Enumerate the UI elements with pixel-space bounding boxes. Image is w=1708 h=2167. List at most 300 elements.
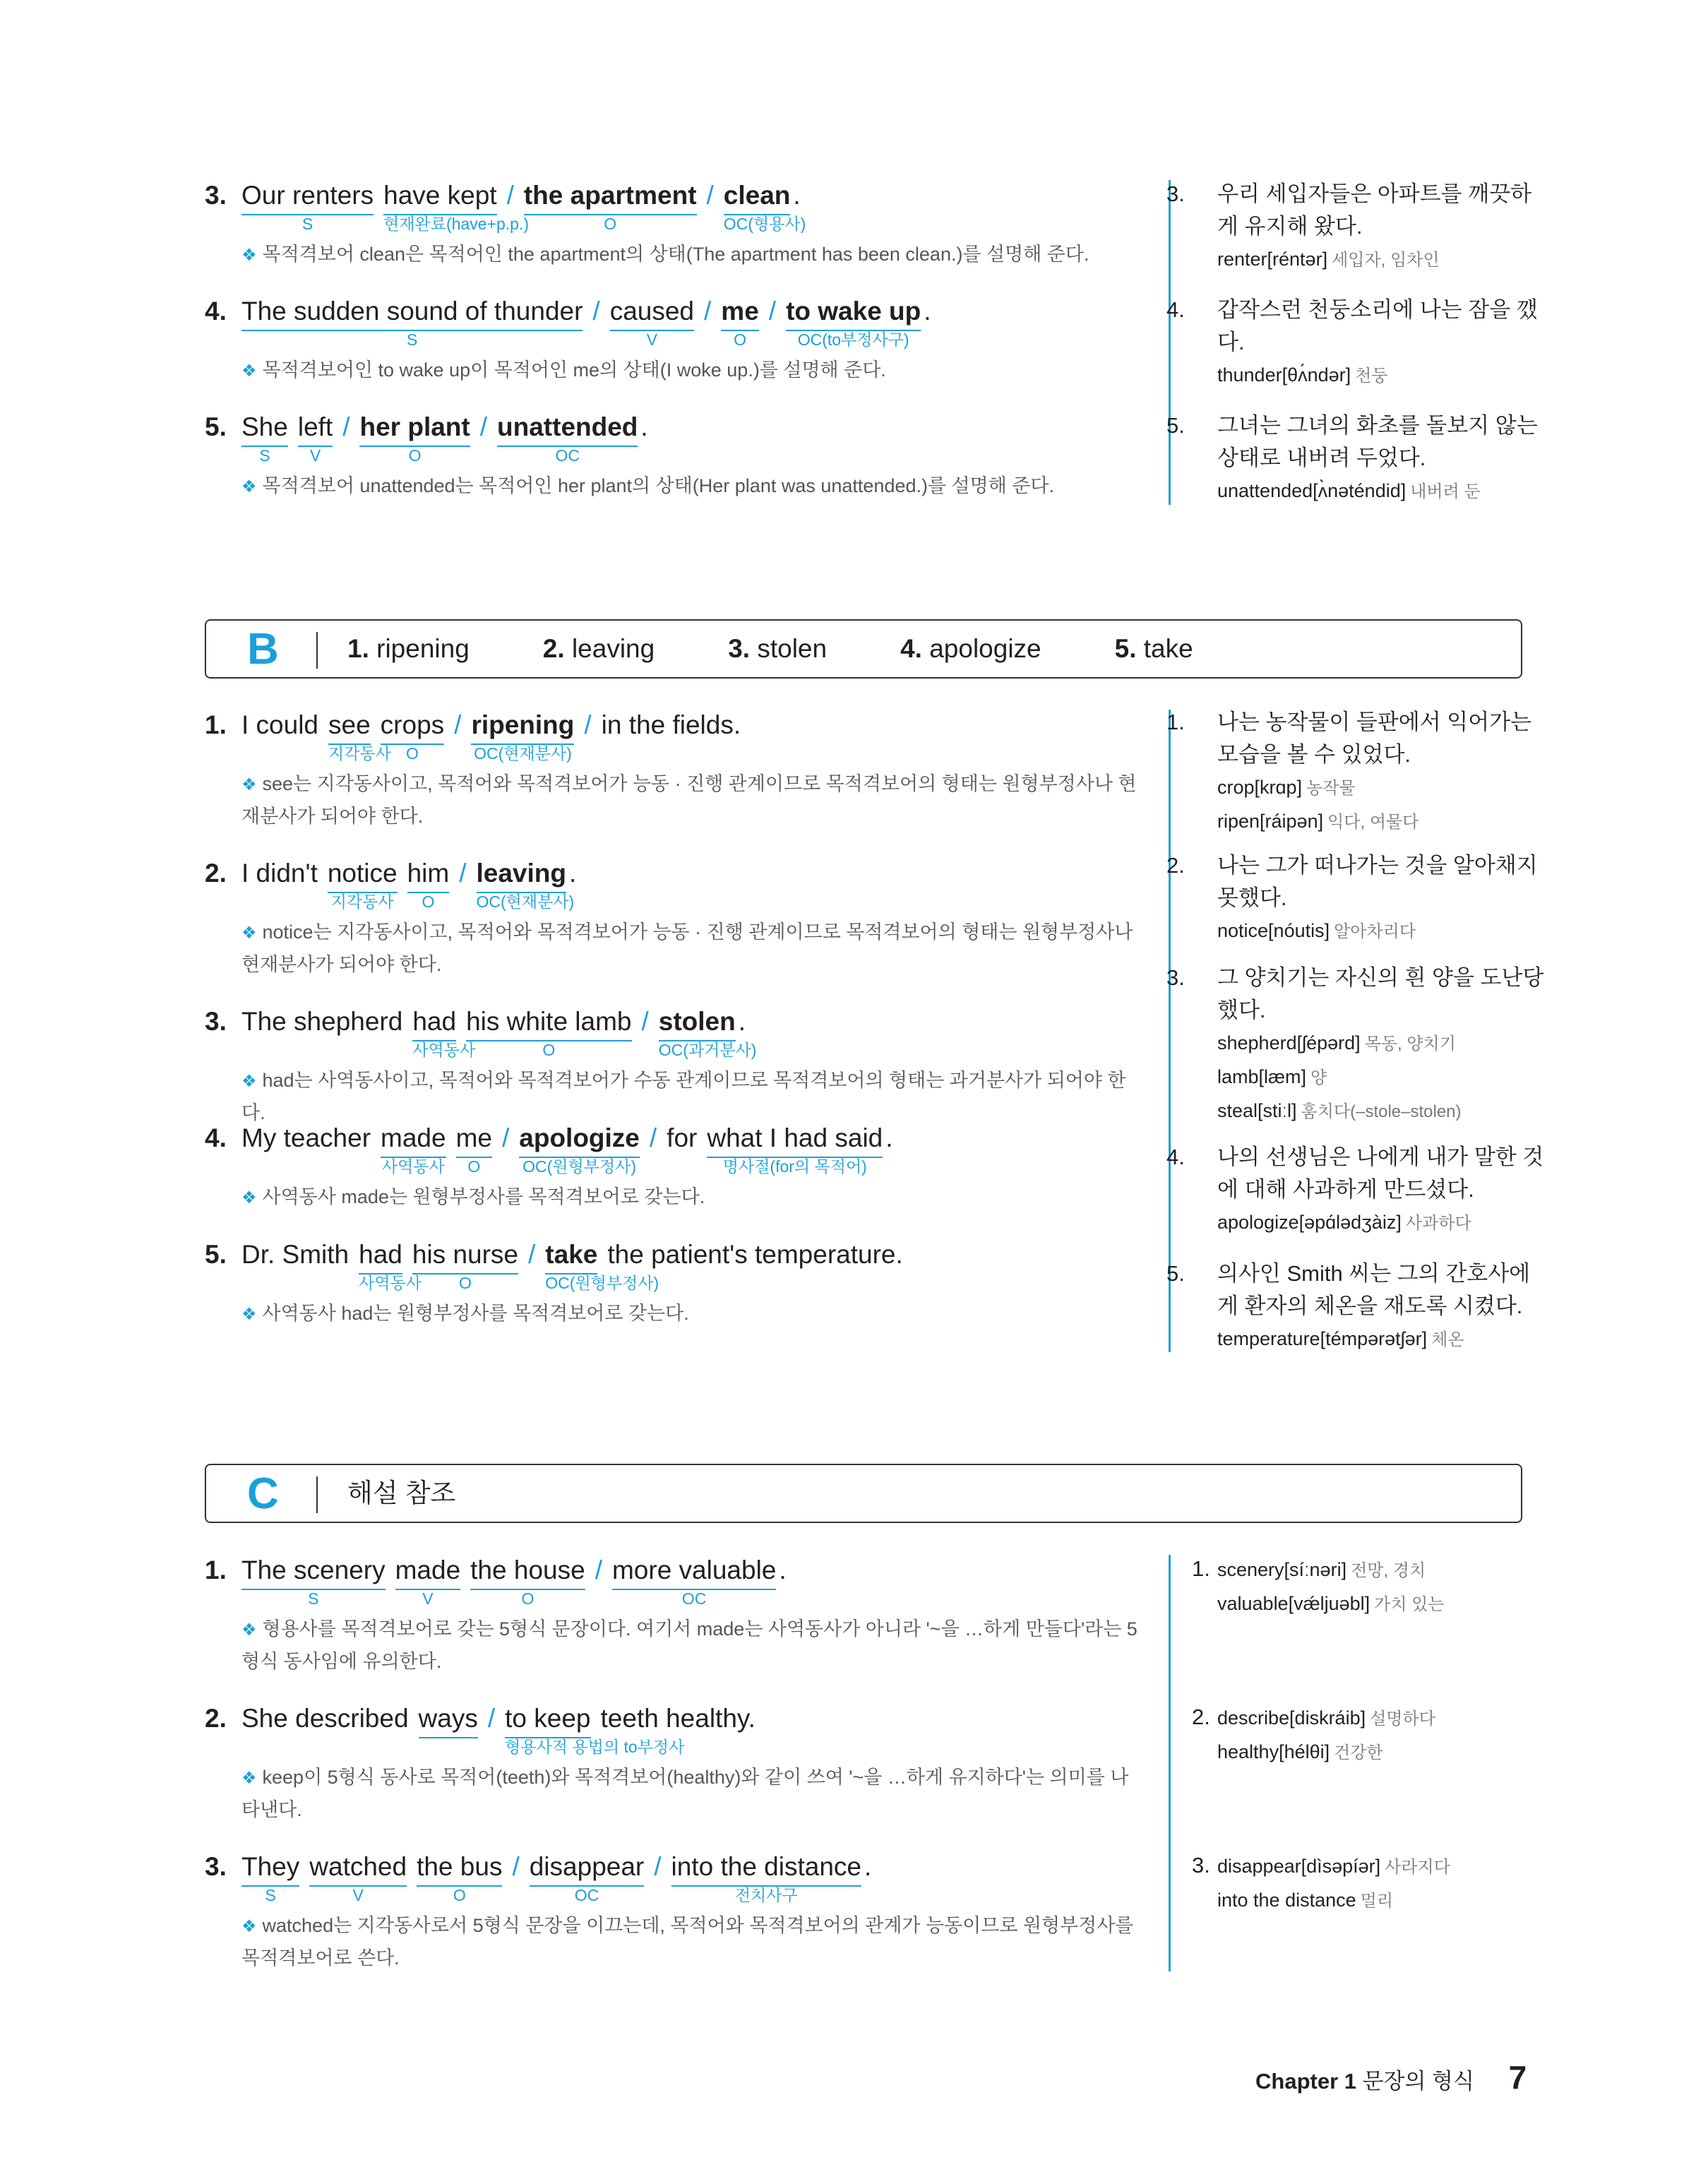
sentence-constituent <box>497 410 638 465</box>
vocab-meaning: 사라지다 <box>1385 1858 1450 1877</box>
constituent-text: leaving <box>477 856 567 893</box>
grammar-label: OC <box>681 1589 707 1608</box>
column-divider <box>1169 1555 1171 1971</box>
grammar-label: 지각동사 <box>328 744 391 763</box>
grammar-label: OC(형용사) <box>723 215 806 233</box>
slash-separator: / <box>501 1123 510 1152</box>
sentence-line <box>205 856 577 911</box>
slash-separator: / <box>506 181 514 210</box>
slash-separator: / <box>649 1123 657 1152</box>
vocab-entry <box>1192 1849 1545 1884</box>
grammar-label: 형용사적 용법의 to부정사 <box>505 1738 685 1756</box>
page-number: 7 <box>1508 2059 1527 2096</box>
slash-separator: / <box>342 412 350 441</box>
answer-word: stolen <box>757 634 828 663</box>
translation-text <box>1166 1141 1545 1206</box>
sentence-constituent <box>476 856 575 911</box>
korean-translation: 우리 세입자들은 아파트를 깨끗하게 유지해 왔다. <box>1217 181 1532 239</box>
answer-value: 해설 참조 <box>347 1479 456 1508</box>
item-number: 4. <box>205 297 227 326</box>
vocab-word: unattended[ʌ̀nəténdid] <box>1217 480 1407 501</box>
grammar-label: O <box>405 744 419 763</box>
constituent-text: had <box>412 1004 456 1041</box>
vocab-meaning: 천둥 <box>1355 366 1388 386</box>
translation-b3 <box>1166 962 1545 1128</box>
explanation-note <box>241 1298 1145 1330</box>
constituent-text: They <box>241 1849 299 1887</box>
constituent-text: him <box>407 856 450 893</box>
vocab-entry <box>1192 1094 1545 1128</box>
explanation-note <box>241 768 1145 832</box>
grammar-label: OC(과거분사) <box>658 1041 757 1059</box>
answer-item <box>543 634 691 663</box>
item-number: 4. <box>1166 1145 1185 1169</box>
vocab-meaning: 알아차리다 <box>1334 922 1416 941</box>
grammar-label: V <box>309 446 321 465</box>
item-number: 1. <box>205 1556 227 1584</box>
explanation-note <box>241 1065 1145 1129</box>
sentence-constituent <box>786 294 921 349</box>
constituent-text: ripening <box>471 708 574 745</box>
constituent-text: made <box>381 1121 446 1158</box>
grammar-label: OC(원형부정사) <box>545 1274 659 1292</box>
section-letter: B <box>247 625 279 674</box>
item-number: 1. <box>205 710 227 739</box>
sentence-constituent <box>412 1237 519 1292</box>
sentence-text: the patient's temperature. <box>607 1240 903 1269</box>
item-number: 5. <box>1166 413 1185 438</box>
grammar-label: O <box>467 1157 481 1176</box>
sentence-constituent <box>523 178 697 233</box>
grammar-label: 명사절(for의 목적어) <box>722 1157 867 1176</box>
sentence-constituent <box>359 1237 422 1292</box>
sentence-line <box>205 410 648 465</box>
note-text: 목적격보어 clean은 목적어인 the apartment의 상태(The apartment has been clean.)를 설명해 준다. <box>262 244 1089 265</box>
item-number: 3. <box>1166 181 1185 206</box>
answer-text <box>347 1465 492 1522</box>
column-divider <box>1169 710 1171 1352</box>
grammar-label: 사역동사 <box>381 1157 445 1176</box>
translation-text <box>1166 849 1545 914</box>
sentence-text: She described <box>241 1704 409 1733</box>
item-number: 3. <box>1166 965 1185 990</box>
vocab-word: ripen[ráipən] <box>1217 811 1324 832</box>
constituent-text: apologize <box>519 1121 640 1158</box>
note-text: 목적격보어 unattended는 목적어인 her plant의 상태(Her plant was unattended.)를 설명해 준다. <box>262 475 1054 496</box>
vocab-word: lamb[læm] <box>1217 1066 1307 1087</box>
sentence-text: The shepherd <box>241 1007 403 1036</box>
diamond-bullet-icon: ❖ <box>241 1917 257 1936</box>
item-number: 5. <box>205 1240 227 1269</box>
note-text: 형용사를 목적격보어로 갖는 5형식 문장이다. 여기서 made는 사역동사가 아니라 '~을 …하게 만들다'라는 5형식 동사임에 유의한다. <box>241 1618 1137 1672</box>
box-separator <box>316 632 318 669</box>
korean-translation: 그 양치기는 자신의 흰 양을 도난당했다. <box>1217 965 1544 1022</box>
vocab-meaning: 훔치다(–stole–stolen) <box>1301 1102 1462 1121</box>
constituent-text: The sudden sound of thunder <box>241 294 583 331</box>
item-number: 2. <box>205 859 227 888</box>
explanation-note <box>241 354 1145 387</box>
translation-text <box>1166 294 1545 359</box>
sentence-constituent <box>529 1849 645 1904</box>
grammar-label: V <box>646 330 658 349</box>
grammar-label: OC <box>574 1886 599 1904</box>
vocab-entry <box>1192 1323 1545 1356</box>
vocab-word: disappear[dìsəpíər] <box>1217 1856 1381 1877</box>
period: . <box>640 412 648 441</box>
section-c-answer-box <box>205 1464 1522 1523</box>
diamond-bullet-icon: ❖ <box>241 246 257 265</box>
column-divider <box>1169 180 1171 505</box>
diamond-bullet-icon: ❖ <box>241 1188 257 1207</box>
vocab-word: valuable[vǽljuəbl] <box>1217 1593 1370 1614</box>
explanation-note <box>241 1181 1145 1214</box>
vocab-word: scenery[síːnəri] <box>1217 1559 1347 1580</box>
constituent-text: the apartment <box>524 178 697 215</box>
translation-a4 <box>1166 294 1545 393</box>
grammar-label: S <box>265 1886 276 1904</box>
vocab-word: healthy[hélθi] <box>1217 1741 1330 1762</box>
vocab-meaning: 멀리 <box>1360 1892 1394 1911</box>
grammar-label: V <box>352 1886 364 1904</box>
chapter-title: 문장의 형식 <box>1362 2069 1474 2094</box>
vocab-meaning: 농작물 <box>1306 779 1356 798</box>
period: . <box>738 1007 746 1036</box>
sentence-constituent <box>470 1553 585 1608</box>
constituent-text: left <box>298 410 333 447</box>
vocab-entry <box>1192 359 1545 393</box>
period: . <box>924 297 931 326</box>
diamond-bullet-icon: ❖ <box>241 362 257 381</box>
page-footer <box>1255 2056 1527 2103</box>
sentence-constituent <box>241 1553 386 1608</box>
period: . <box>885 1123 893 1152</box>
grammar-label: OC(현재분사) <box>476 893 575 911</box>
constituent-text: have kept <box>383 178 496 215</box>
vocab-c1 <box>1192 1553 1545 1621</box>
note-text: see는 지각동사이고, 목적어와 목적격보어가 능동 · 진행 관계이므로 목적격보어의 형태는 원형부정사나 현재분사가 되어야 한다. <box>241 773 1137 827</box>
note-text: 사역동사 made는 원형부정사를 목적격보어로 갖는다. <box>262 1186 705 1207</box>
sentence-constituent <box>658 1004 757 1059</box>
sentence-constituent <box>380 708 445 763</box>
vocab-meaning: 익다, 여물다 <box>1327 813 1419 832</box>
constituent-text: She <box>241 410 288 447</box>
sentence-text: I could <box>241 710 319 739</box>
explanation-note <box>241 1910 1145 1974</box>
vocab-word: thunder[θʌ́ndər] <box>1217 364 1351 386</box>
sentence-line <box>205 1701 765 1756</box>
slash-separator: / <box>454 710 462 739</box>
constituent-text: ways <box>419 1701 478 1738</box>
korean-translation: 의사인 Smith 씨는 그의 간호사에게 환자의 체온을 재도록 시켰다. <box>1217 1261 1531 1318</box>
sentence-constituent <box>328 708 391 763</box>
sentence-constituent <box>545 1237 659 1292</box>
sentence-constituent <box>297 410 333 465</box>
sentence-constituent <box>519 1121 640 1176</box>
sentence-text: I didn't <box>241 859 318 888</box>
answer-number: 2. <box>542 634 565 663</box>
sentence-constituent <box>707 1121 883 1176</box>
grammar-label: 사역동사 <box>412 1041 476 1059</box>
answer-item <box>728 634 864 663</box>
vocab-meaning: 설명하다 <box>1370 1709 1435 1729</box>
vocab-word: into the distance <box>1217 1890 1356 1911</box>
grammar-label: O <box>542 1041 556 1059</box>
grammar-label: OC <box>555 446 580 465</box>
note-text: 목적격보어인 to wake up이 목적어인 me의 상태(I woke up.)를 설명해 준다. <box>262 359 886 381</box>
vocab-meaning: 양 <box>1310 1068 1327 1087</box>
constituent-text: the house <box>470 1553 585 1590</box>
grammar-label: O <box>604 215 617 233</box>
sentence-constituent <box>721 294 759 349</box>
sentence-constituent <box>609 294 695 349</box>
vocab-word: shepherd[ʃépərd] <box>1217 1032 1361 1053</box>
answer-number: 1. <box>347 634 369 663</box>
grammar-label: O <box>408 446 422 465</box>
explanation-note <box>241 1762 1145 1826</box>
constituent-text: The scenery <box>241 1553 386 1590</box>
vocab-entry <box>1192 1736 1545 1769</box>
vocab-entry <box>1192 914 1545 948</box>
vocab-entry <box>1192 1553 1545 1587</box>
item-number: 1. <box>1192 1556 1210 1581</box>
grammar-label: O <box>734 330 746 349</box>
sentence-line <box>205 294 931 349</box>
vocab-entry <box>1192 805 1545 839</box>
slash-separator: / <box>479 412 488 441</box>
box-separator <box>316 1476 318 1513</box>
slash-separator: / <box>584 710 592 739</box>
sentence-text: My teacher <box>241 1123 371 1152</box>
constituent-text: had <box>359 1237 402 1274</box>
translation-text <box>1166 962 1545 1027</box>
slash-separator: / <box>704 297 712 326</box>
diamond-bullet-icon: ❖ <box>241 477 257 496</box>
grammar-label: 지각동사 <box>330 893 394 911</box>
sentence-constituent <box>419 1701 478 1738</box>
sentence-constituent <box>359 410 470 465</box>
item-number: 2. <box>1192 1705 1210 1729</box>
korean-translation: 나의 선생님은 나에게 내가 말한 것에 대해 사과하게 만드셨다. <box>1217 1145 1544 1202</box>
sentence-constituent <box>309 1849 407 1904</box>
slash-separator: / <box>528 1240 536 1269</box>
note-text: keep이 5형식 동사로 목적어(teeth)와 목적격보어(healthy)와 같이 쓰여 '~을 …하게 유지하다'는 의미를 나타낸다. <box>241 1767 1129 1820</box>
translation-b2 <box>1166 849 1545 948</box>
sentence-constituent <box>383 178 529 233</box>
grammar-label: O <box>453 1886 466 1904</box>
period: . <box>793 181 801 210</box>
constituent-text: notice <box>328 856 398 893</box>
grammar-label: 현재완료(have+p.p.) <box>383 215 529 233</box>
sentence-line <box>205 708 751 763</box>
vocab-entry <box>1192 243 1545 277</box>
item-number: 4. <box>205 1123 227 1152</box>
sentence-constituent <box>466 1004 632 1059</box>
sentence-line <box>205 1849 872 1904</box>
korean-translation: 나는 그가 떠나가는 것을 알아채지 못했다. <box>1217 853 1538 910</box>
sentence-constituent <box>412 1004 476 1059</box>
vocab-entry <box>1192 474 1545 508</box>
vocab-meaning: 내버려 둔 <box>1410 482 1481 501</box>
sentence-constituent <box>395 1553 461 1608</box>
constituent-text: watched <box>309 1849 407 1887</box>
constituent-text: his white lamb <box>466 1004 631 1041</box>
vocab-meaning: 전망, 경치 <box>1351 1561 1426 1580</box>
grammar-label: S <box>308 1589 319 1608</box>
sentence-constituent <box>671 1849 861 1904</box>
diamond-bullet-icon: ❖ <box>241 1305 257 1324</box>
translation-text <box>1166 706 1545 771</box>
vocab-c2 <box>1192 1701 1545 1769</box>
slash-separator: / <box>768 297 777 326</box>
vocab-entry <box>1192 1206 1545 1240</box>
korean-translation: 나는 농작물이 들판에서 익어가는 모습을 볼 수 있었다. <box>1217 710 1532 767</box>
grammar-label: O <box>459 1274 472 1292</box>
constituent-text: more valuable <box>612 1553 776 1590</box>
vocab-word: temperature[témpərətʃər] <box>1217 1328 1428 1349</box>
sentence-constituent <box>241 410 288 465</box>
constituent-text: Our renters <box>241 178 374 215</box>
translation-text <box>1166 410 1545 474</box>
vocab-entry <box>1192 1061 1545 1094</box>
grammar-label: S <box>407 330 418 349</box>
grammar-label: OC(원형부정사) <box>522 1157 637 1176</box>
vocab-word: steal[stiːl] <box>1217 1100 1297 1121</box>
vocab-entry <box>1192 771 1545 805</box>
sentence-constituent <box>471 708 575 763</box>
translation-text <box>1166 178 1545 243</box>
item-number: 3. <box>205 181 227 210</box>
slash-separator: / <box>487 1704 496 1733</box>
constituent-text: to wake up <box>786 294 921 331</box>
vocab-entry <box>1192 1587 1545 1621</box>
sentence-constituent <box>327 856 398 911</box>
chapter-label: Chapter 1 <box>1255 2069 1356 2094</box>
sentence-constituent <box>611 1553 777 1608</box>
grammar-label: OC(현재분사) <box>474 744 572 763</box>
constituent-text: clean <box>724 178 791 215</box>
vocab-word: apologize[əpɑ́lədʒàiz] <box>1217 1212 1402 1233</box>
sentence-line <box>205 178 806 233</box>
vocab-meaning: 건강한 <box>1334 1743 1383 1762</box>
constituent-text: his nurse <box>412 1237 518 1274</box>
sentence-constituent <box>407 856 450 911</box>
slash-separator: / <box>654 1852 662 1881</box>
answer-list <box>347 621 1267 677</box>
constituent-text: me <box>721 294 758 331</box>
grammar-label: 사역동사 <box>359 1274 422 1292</box>
period: . <box>779 1556 787 1584</box>
constituent-text: what I had said <box>707 1121 883 1158</box>
vocab-word: renter[réntər] <box>1217 249 1328 270</box>
constituent-text: unattended <box>497 410 638 447</box>
explanation-note <box>241 1613 1145 1678</box>
slash-separator: / <box>459 859 467 888</box>
item-number: 5. <box>1166 1261 1185 1286</box>
grammar-label: S <box>301 215 313 233</box>
sentence-line <box>205 1121 893 1176</box>
diamond-bullet-icon: ❖ <box>241 775 257 794</box>
grammar-label: V <box>422 1589 434 1608</box>
vocab-meaning: 가치 있는 <box>1374 1595 1445 1614</box>
sentence-text: teeth healthy. <box>600 1704 756 1733</box>
vocab-entry <box>1192 1884 1545 1918</box>
sentence-constituent <box>417 1849 503 1904</box>
constituent-text: her plant <box>359 410 470 447</box>
slash-separator: / <box>595 1556 602 1584</box>
sentence-constituent <box>241 294 583 349</box>
constituent-text: to keep <box>505 1701 590 1738</box>
vocab-word: crop[krɑp] <box>1217 777 1303 798</box>
answer-item <box>900 634 1078 663</box>
sentence-text: Dr. Smith <box>241 1240 350 1269</box>
answer-word: apologize <box>929 634 1041 663</box>
item-number: 3. <box>1192 1853 1210 1878</box>
constituent-text: crops <box>381 708 444 745</box>
constituent-text: disappear <box>530 1849 645 1887</box>
note-text: notice는 지각동사이고, 목적어와 목적격보어가 능동 · 진행 관계이므로 목적격보어의 형태는 원형부정사나 현재분사가 되어야 한다. <box>241 921 1133 975</box>
translation-b1 <box>1166 706 1545 839</box>
korean-translation: 갑작스런 천둥소리에 나는 잠을 깼다. <box>1217 297 1538 354</box>
grammar-label: O <box>422 893 435 911</box>
sentence-constituent <box>381 1121 446 1176</box>
sentence-text: for <box>667 1123 698 1152</box>
explanation-note <box>241 239 1145 271</box>
grammar-label: 전치사구 <box>734 1886 798 1904</box>
section-letter: C <box>247 1469 279 1518</box>
answer-number: 3. <box>728 634 751 663</box>
constituent-text: see <box>328 708 371 745</box>
constituent-text: me <box>456 1121 492 1158</box>
item-number: 1. <box>1166 710 1185 734</box>
grammar-label: OC(to부정사구) <box>797 330 909 349</box>
sentence-line <box>205 1237 913 1292</box>
slash-separator: / <box>592 297 600 326</box>
vocab-meaning: 체온 <box>1431 1330 1464 1349</box>
item-number: 4. <box>1166 297 1185 322</box>
item-number: 5. <box>205 412 227 441</box>
answer-number: 5. <box>1114 634 1137 663</box>
sentence-constituent <box>241 178 374 233</box>
diamond-bullet-icon: ❖ <box>241 1620 257 1640</box>
constituent-text: made <box>395 1553 461 1590</box>
item-number: 3. <box>205 1852 227 1881</box>
diamond-bullet-icon: ❖ <box>241 1072 257 1091</box>
translation-a3 <box>1166 178 1545 277</box>
vocab-meaning: 사과하다 <box>1405 1214 1471 1233</box>
period: . <box>864 1852 872 1881</box>
constituent-text: into the distance <box>671 1849 861 1887</box>
note-text: had는 사역동사이고, 목적어와 목적격보어가 수동 관계이므로 목적격보어의 형태는 과거분사가 되어야 한다. <box>241 1070 1126 1123</box>
vocab-meaning: 목동, 양치기 <box>1364 1034 1456 1053</box>
slash-separator: / <box>512 1852 520 1881</box>
explanation-note <box>241 917 1145 981</box>
grammar-label: S <box>259 446 270 465</box>
vocab-word: describe[diskráib] <box>1217 1707 1366 1729</box>
answer-word: ripening <box>376 634 470 663</box>
slash-separator: / <box>706 181 714 210</box>
translation-b5 <box>1166 1258 1545 1356</box>
sentence-line <box>205 1553 787 1608</box>
sentence-line <box>205 1004 757 1059</box>
vocab-word: notice[nóutis] <box>1217 920 1330 941</box>
sentence-constituent <box>723 178 806 233</box>
constituent-text: caused <box>610 294 694 331</box>
vocab-meaning: 세입자, 임차인 <box>1332 251 1440 270</box>
answer-item <box>347 634 506 663</box>
answer-item <box>1115 634 1230 663</box>
vocab-c3 <box>1192 1849 1545 1918</box>
answer-word: leaving <box>571 634 655 663</box>
